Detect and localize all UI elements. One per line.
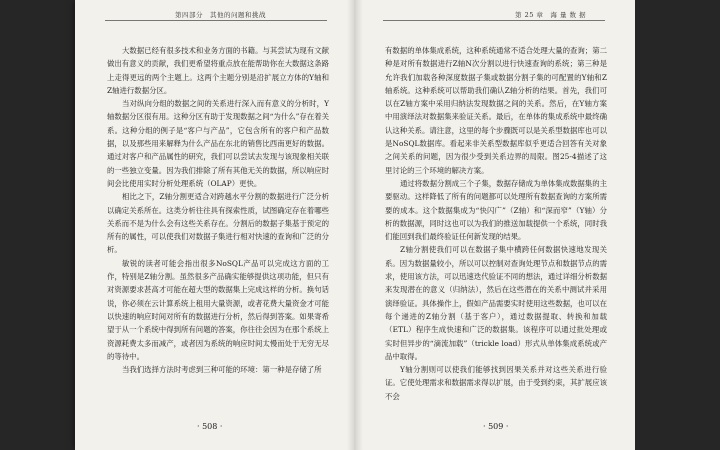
viewer-right-margin [635,0,720,450]
right-page[interactable] [355,0,635,450]
right-header-rule [383,20,605,21]
left-body-text [107,44,329,376]
paragraph: 大数据已经有很多技术和业务方面的书籍。与其尝试为现有文献做出有意义的贡献，我们更希望将重点放在能帮助你在大数据这条路上走得更远的两个主题上。这两个主题分别是沿扩展立方体的Y轴和Z轴进行数据分区。 [107,46,329,95]
paragraph: 当对纵向分组的数据之间的关系进行深入而有意义的分析时，Y轴数据分区很有用。这种分区有助于发现数据之间“为什么”存在着关系。这种分组的例子是“客户与产品”，它包含所有的客户和产品数据，以及那些用来解释为什么产品在东北的销售比西南更好的数据。通过对客户和产品属性的研究，我们可以尝试去发现与该现象相关联的一些独立变量。因为我们排除了所有其他无关的数据，所以响应时间会比使用实时分析处理系统（OLAP）更快。 [107,99,329,188]
left-page[interactable] [75,0,355,450]
left-running-head: 第四部分 其他的问题和挑战 [175,11,266,19]
left-page-number: · 508 · [197,422,223,431]
right-page-number: · 509 · [483,422,509,431]
paragraph: Y轴分割则可以使我们能够找到因果关系并对这些关系进行验证。它使处理需求和数据需求得以扩展，由于受到约束，其扩展应该不会 [385,365,607,401]
paragraph: 相比之下，Z轴分割更适合对跨越水平分割的数据进行广泛分析以确定关系所在。这类分析往往具有探索性质，试图确定存在着哪些关系而不是为什么会有这些关系存在。分割后的数据子集基于预定的所有的属性，可以使我们对数据子集进行相对快速的查询和广泛的分析。 [107,192,329,255]
paragraph: 有数据的单体集成系统，这种系统通常不适合处理大量的查询；第二种是对所有数据进行Z轴N次分割以进行快速查询的系统；第三种是允许我们加载各种深度数据子集或数据分割子集的可配置的Y轴和Z轴系统。这种系统可以帮助我们确认Z轴分析的结果。首先，我们可以在Z轴方案中采用归纳法发现数据之间的关系。然后，在Y轴方案中用演绎法对数据集来验证关系。最后，在单体的集成系统中最终确认这种关系。请注意，这里的每个步骤既可以是关系型数据库也可以是NoSQL数据库。看起来非关系型数据库似乎更适合回答有关对象之间关系的问题，因为很少受到关系边界的局限。图25-4描述了这里讨论的三个环境的解决方案。 [385,46,607,175]
book-spread[interactable] [75,0,635,450]
paragraph: 敏锐的读者可能会指出很多NoSQL产品可以完成这方面的工作，特别是Z轴分割。虽然很多产品确实能够提供这项功能，但只有对资源要求甚高才可能在超大型的数据集上完成这样的分析。换句话说，你必须在云计算系统上租用大量资源，或者花费大量资金才可能以快速的响应时间对所有的数据进行分析，然后得到答案。如果寄希望于从一个系统中得到所有问题的答案，你往往会因为在那个系统上资源耗费太多而减产，或者因为系统的响应时间太慢而处于无穷无尽的等待中。 [107,258,329,361]
paragraph: 通过将数据分割成三个子集，数据存储成为单体集成数据集的主要驱动。这样降低了所有的问题都可以处理所有数据查询的方案所需要的成本。这个数据集成为“快闪广”（Z轴）和“深而窄”（Y轴）分析的数据源，同时这也可以为我们的推送加载提供一个系统，同时我们能回到我们最终验证任何新发现的结果。 [385,178,607,242]
paragraph: 当我们选择方法时考虑到三种可能的环境：第一种是存储了所 [122,365,322,375]
paragraph: Z轴分割使我们可以在数据子集中横跨任何数据快速地发现关系。因为数据量较小，所以可以控制对查询处理节点和数据节点的需求，使用该方法，可以迅速迭代验证不同的想法，通过详细分析数据来发现潜在的意义（归纳法），然后在这些潜在的关系中测试并采用演绎验证。具体操作上，假如产品需要实时使用这些数据，也可以在每个递进的Z轴分割（基于客户），通过数据提取、转换和加载（ETL）程序生成快速和广泛的数据集。该程序可以通过批处理或实时但异步的“滴流加载”（trickle load）形式从单体集成系统或产品中取得。 [385,245,607,361]
right-body-text [385,44,607,403]
viewer-left-margin [0,0,75,450]
left-header-rule [105,20,327,21]
right-running-head: 第 25 章 海 量 数 据 [515,11,587,19]
